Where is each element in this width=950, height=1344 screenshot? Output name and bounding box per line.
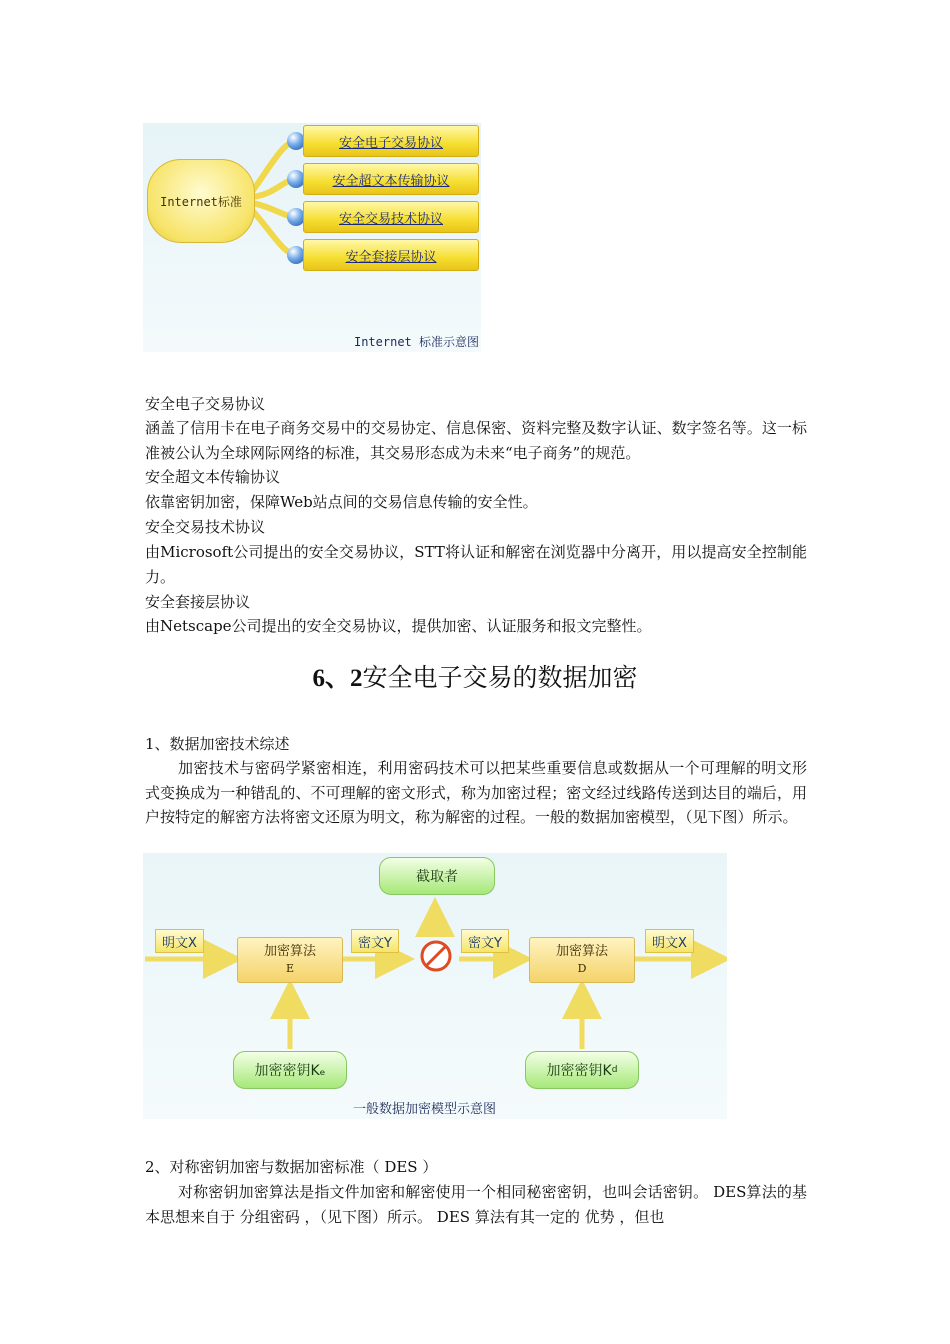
subsection1-paragraph: 加密技术与密码学紧密相连，利用密码技术可以把某些重要信息或数据从一个可理解的明文形式变换成为一种错乱的、不可理解的密文形式，称为加密过程；密文经过线路传送到达目的端后，用户按特定的解密方法将密文还原为明文，称为解密的过程。一般的数据加密模型，（见下图）所示。 <box>145 759 807 826</box>
section-title: 安全电子交易的数据加密 <box>362 663 638 692</box>
interceptor-label: 截取者 <box>416 869 458 885</box>
desc-title-ssl: 安全套接层协议 <box>145 593 251 611</box>
protocol-label: 安全交易技术协议 <box>338 211 443 227</box>
subsection1-heading: 1、数据加密技术综述 <box>145 735 290 753</box>
encrypt-algo-letter: E <box>285 962 295 975</box>
protocol-label: 安全电子交易协议 <box>338 135 443 151</box>
desc-title-stt: 安全交易技术协议 <box>145 518 266 536</box>
decrypt-algo-label: 加密算法 <box>555 944 608 959</box>
interceptor-box <box>379 857 495 895</box>
desc-text-set: 涵盖了信用卡在电子商务交易中的交易协定、信息保密、资料完整及数字认证、数字签名等。这一标准被公认为全球网际网络的标准，其交易形态成为未来“电子商务”的规范。 <box>145 419 807 462</box>
desc-text-ssl: 由Netscape公司提出的安全交易协议，提供加密、认证服务和报文完整性。 <box>145 617 652 635</box>
desc-text-stt: 由Microsoft公司提出的安全交易协议，STT将认证和解密在浏览器中分离开，用以提高安全控制能力。 <box>145 543 807 586</box>
encrypt-key-label: 加密密钥Kₑ <box>254 1063 326 1079</box>
protocol-label: 安全套接层协议 <box>345 249 437 265</box>
hub-label: Internet标准 <box>160 194 242 209</box>
section-heading <box>0 658 950 694</box>
desc-title-shttp: 安全超文本传输协议 <box>145 468 281 486</box>
decrypt-key-box <box>525 1051 639 1089</box>
ciphertext-in-tag: 密文Y <box>461 929 509 953</box>
blocked-icon <box>419 939 453 973</box>
figure1-caption: Internet 标准示意图 <box>353 335 479 349</box>
decrypt-key-label: 加密密钥K <box>546 1063 612 1079</box>
ciphertext-out-tag: 密文Y <box>351 929 399 953</box>
internet-standard-hub <box>147 159 255 243</box>
protocol-link-set[interactable] <box>303 125 479 157</box>
encryption-model-figure <box>143 853 727 1119</box>
subsection2-heading: 2、对称密钥加密与数据加密标准（ DES ） <box>145 1158 438 1176</box>
encrypt-algorithm-box <box>237 937 343 983</box>
plaintext-out-tag: 明文X <box>645 929 694 953</box>
protocol-label: 安全超文本传输协议 <box>332 173 450 189</box>
protocol-link-shttp[interactable] <box>303 163 479 195</box>
protocol-link-stt[interactable] <box>303 201 479 233</box>
subsection2-paragraph: 对称密钥加密算法是指文件加密和解密使用一个相同秘密密钥，也叫会话密钥。 DES算法的基本思想来自于 分组密码 ，（见下图）所示。 DES 算法有其一定的 优势 ，但也 <box>145 1183 807 1226</box>
decrypt-key-subscript: d <box>611 1065 618 1075</box>
encrypt-algo-label: 加密算法 <box>263 944 316 959</box>
desc-text-shttp: 依靠密钥加密，保障Web站点间的交易信息传输的安全性。 <box>145 493 538 511</box>
encrypt-key-box <box>233 1051 347 1089</box>
decrypt-algo-letter: D <box>577 962 587 975</box>
internet-standards-figure <box>143 123 481 352</box>
section-number: 6、2 <box>312 665 363 692</box>
decrypt-algorithm-box <box>529 937 635 983</box>
desc-title-set: 安全电子交易协议 <box>145 395 266 413</box>
protocol-link-ssl[interactable] <box>303 239 479 271</box>
plaintext-in-tag: 明文X <box>155 929 204 953</box>
figure2-caption: 一般数据加密模型示意图 <box>353 1102 497 1117</box>
